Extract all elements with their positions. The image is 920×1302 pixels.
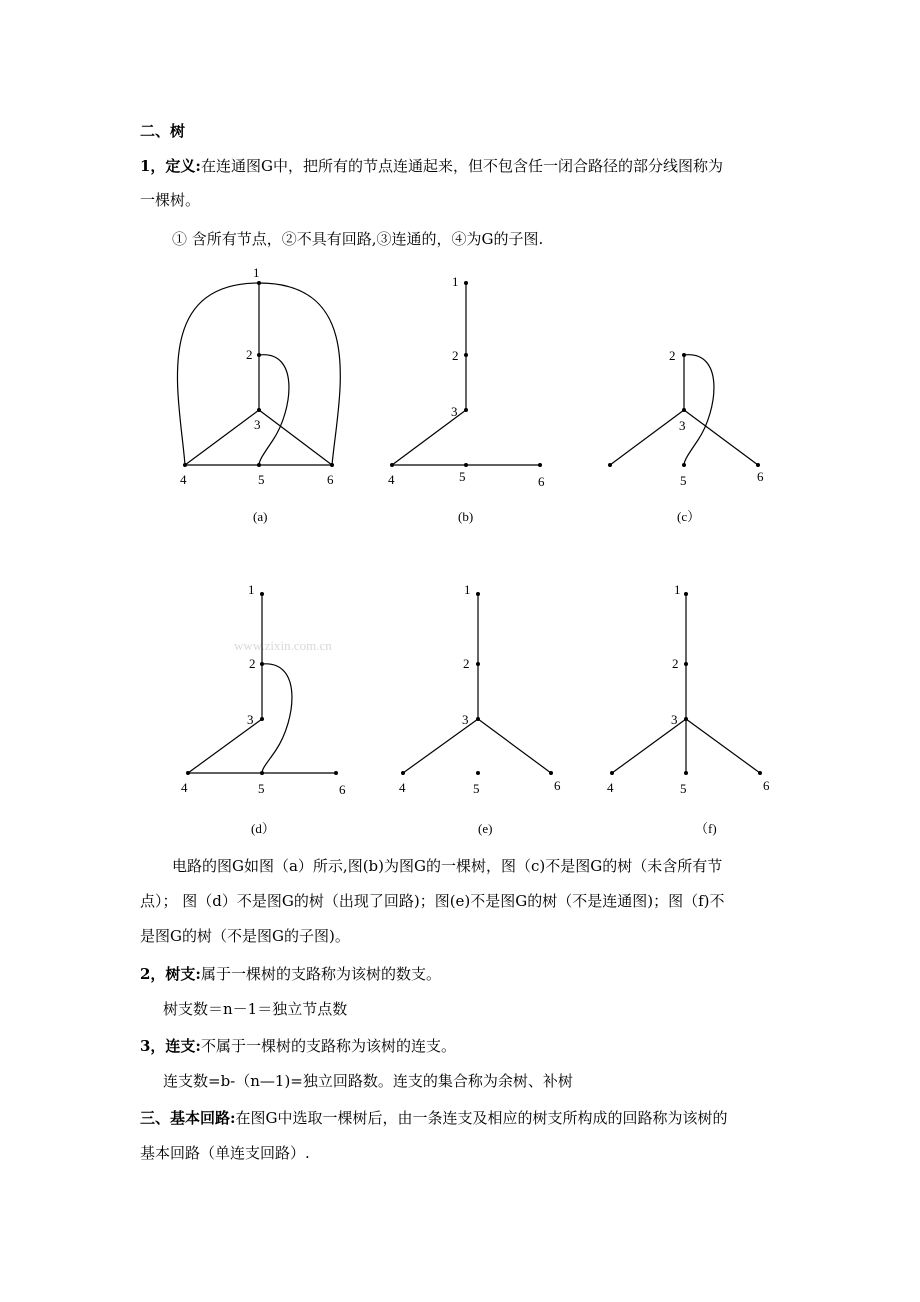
svg-text:1: 1 xyxy=(452,274,459,289)
svg-text:3: 3 xyxy=(671,712,678,727)
svg-text:4: 4 xyxy=(399,780,406,795)
caption-e: (e) xyxy=(478,821,493,836)
svg-text:1: 1 xyxy=(464,582,471,597)
caption-b: (b) xyxy=(458,509,474,524)
figure-b xyxy=(392,283,540,465)
watermark-text: www.zixin.com.cn xyxy=(234,638,332,653)
svg-text:3: 3 xyxy=(247,712,254,727)
basic-loop-line-2: 基本回路（单连支回路）. xyxy=(140,1144,310,1162)
svg-text:3: 3 xyxy=(451,404,458,419)
svg-text:2: 2 xyxy=(672,656,679,671)
link-formula: 连支数=b-（n—1)=独立回路数。连支的集合称为余树、补树 xyxy=(163,1072,573,1090)
svg-text:6: 6 xyxy=(554,778,561,793)
explanation-line-3: 是图G的树（不是图G的子图)。 xyxy=(140,927,350,945)
link-text: 不属于一棵树的支路称为该树的连支。 xyxy=(200,1037,456,1055)
link-definition xyxy=(140,1036,456,1056)
svg-text:2: 2 xyxy=(463,656,470,671)
branch-formula: 树支数＝n－1＝独立节点数 xyxy=(163,1000,348,1018)
svg-text:5: 5 xyxy=(680,473,687,488)
edge-2-5 xyxy=(259,355,289,465)
explanation-line-2: 点）； 图（d）不是图G的树（出现了回路)；图(e)不是图G的树（不是连通图)；图（f)不 xyxy=(140,892,725,910)
definition-label: 1，定义: xyxy=(140,157,201,175)
caption-a: (a) xyxy=(253,509,268,524)
svg-text:6: 6 xyxy=(538,474,545,489)
edge-1-6 xyxy=(259,283,340,465)
link-label: 3，连支: xyxy=(140,1037,201,1055)
figure-e-labels xyxy=(399,582,561,836)
svg-text:6: 6 xyxy=(757,469,764,484)
svg-text:5: 5 xyxy=(258,781,265,796)
caption-d: (d） xyxy=(251,821,275,836)
figure-f-labels xyxy=(607,582,770,836)
svg-text:4: 4 xyxy=(181,780,188,795)
svg-text:3: 3 xyxy=(462,712,469,727)
branch-text: 属于一棵树的支路称为该树的数支。 xyxy=(200,965,441,983)
figure-f xyxy=(612,594,760,773)
node-label: 1 xyxy=(253,265,260,280)
svg-text:5: 5 xyxy=(473,781,480,796)
basic-loop-label: 三、基本回路: xyxy=(140,1109,236,1127)
node-label: 5 xyxy=(258,472,265,487)
basic-loop-line-1 xyxy=(140,1108,728,1128)
svg-text:6: 6 xyxy=(339,782,346,797)
node-label: 4 xyxy=(180,472,187,487)
edge-1-4 xyxy=(177,283,259,465)
definition-line-2: 一棵树。 xyxy=(140,191,201,209)
node-label: 3 xyxy=(254,417,261,432)
figure-c-labels xyxy=(669,348,764,524)
figure-e xyxy=(403,594,551,773)
svg-text:4: 4 xyxy=(607,780,614,795)
figure-d xyxy=(188,594,336,773)
svg-text:5: 5 xyxy=(680,781,687,796)
caption-c: (c） xyxy=(677,509,701,524)
svg-text:4: 4 xyxy=(388,472,395,487)
svg-text:2: 2 xyxy=(669,348,676,363)
node-label: 6 xyxy=(327,472,334,487)
basic-loop-text: 在图G中选取一棵树后，由一条连支及相应的树支所构成的回路称为该树的 xyxy=(235,1109,728,1127)
definition-text: 在连通图G中，把所有的节点连通起来，但不包含任一闭合路径的部分线图称为 xyxy=(200,157,723,175)
svg-text:5: 5 xyxy=(459,469,466,484)
figure-a xyxy=(177,283,340,465)
caption-f: （f) xyxy=(695,821,717,836)
node-label: 2 xyxy=(246,347,253,362)
figure-a-labels xyxy=(180,265,334,524)
explanation-line-1: 电路的图G如图（a）所示,图(b)为图G的一棵树，图（c)不是图G的树（未含所有节 xyxy=(172,857,723,875)
tree-conditions: ① 含所有节点，②不具有回路,③连通的，④为G的子图. xyxy=(172,230,544,248)
section-heading-tree: 二、树 xyxy=(140,122,186,140)
edge-3-4 xyxy=(185,410,259,465)
branch-label: 2，树支: xyxy=(140,965,201,983)
svg-text:6: 6 xyxy=(763,778,770,793)
svg-text:3: 3 xyxy=(679,418,686,433)
svg-text:2: 2 xyxy=(249,656,256,671)
svg-text:1: 1 xyxy=(248,582,255,597)
svg-text:2: 2 xyxy=(452,348,459,363)
figure-d-labels xyxy=(181,582,346,836)
figure-e-nodes xyxy=(401,592,553,775)
svg-text:1: 1 xyxy=(674,582,681,597)
edge-3-6 xyxy=(259,410,332,465)
branch-definition xyxy=(140,964,441,984)
